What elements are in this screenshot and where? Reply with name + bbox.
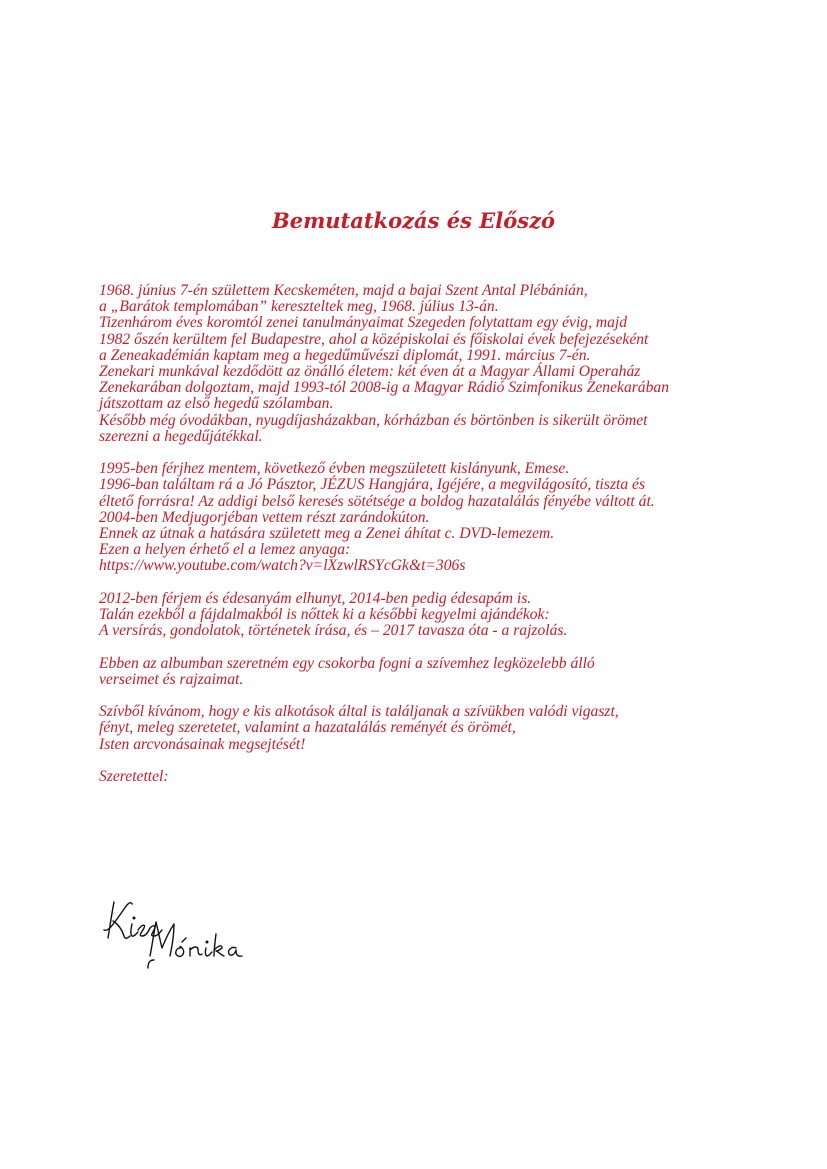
- text-line: Tizenhárom éves koromtól zenei tanulmányaimat Szegeden folytattam egy évig, majd: [99, 314, 628, 332]
- document-body: [99, 283, 779, 801]
- text-line: Isten arcvonásainak megsejtését!: [99, 735, 306, 753]
- text-line: Később még óvodákban, nyugdíjasházakban, kórházban és börtönben is sikerült örömet: [99, 411, 648, 429]
- paragraph: [99, 656, 779, 688]
- text-line: éltető forrásra! Az addigi belső keresés sötétsége a boldog hazatalálás fényébe váltott át.: [99, 492, 655, 510]
- text-line: a Zeneakadémián kaptam meg a hegedűművészi diplomát, 1991. március 7-én.: [99, 346, 591, 364]
- text-line: A versírás, gondolatok, történetek írása, és – 2017 tavasza óta - a rajzolás.: [99, 622, 568, 640]
- text-line: 2004-ben Medjugorjéban vettem részt zarándokúton.: [99, 508, 430, 526]
- text-line: verseimet és rajzaimat.: [99, 670, 244, 688]
- text-line: fényt, meleg szeretetet, valamint a hazatalálás reményét és örömét,: [99, 719, 516, 737]
- text-line: Ebben az albumban szeretném egy csokorba fogni a szívemhez legközelebb álló: [99, 654, 595, 672]
- text-line: játszottam az első hegedű szólamban.: [99, 395, 334, 413]
- text-line: 1996-ban találtam rá a Jó Pásztor, JÉZUS Hangjára, Igéjére, a megvilágosító, tiszta és: [99, 476, 646, 494]
- text-line: Ennek az útnak a hatására született meg a Zenei áhítat c. DVD-lemezem.: [99, 525, 555, 543]
- text-line: szerezni a hegedűjátékkal.: [99, 427, 263, 445]
- paragraph: [99, 283, 779, 445]
- text-line: Ezen a helyen érhető el a lemez anyaga:: [99, 541, 351, 559]
- paragraph: [99, 591, 779, 640]
- text-line: a „Barátok templomában” kereszteltek meg, 1968. július 13-án.: [99, 298, 499, 316]
- text-line: Zenekari munkával kezdődött az önálló életem: két éven át a Magyar Állami Operaház: [99, 363, 641, 381]
- paragraph: [99, 769, 779, 785]
- text-line: Talán ezekből a fájdalmakból is nőttek ki a későbbi kegyelmi ajándékok:: [99, 606, 550, 624]
- text-line: 1968. június 7-én születtem Kecskeméten, majd a bajai Szent Antal Plébánián,: [99, 282, 588, 299]
- handwritten-signature: [100, 890, 280, 980]
- text-line: 1995-ben férjhez mentem, következő évben megszületett kislányunk, Emese.: [99, 460, 570, 478]
- paragraph: [99, 461, 779, 574]
- text-line: 1982 őszén kerültem fel Budapestre, ahol a középiskolai és főiskolai évek befejezéseként: [99, 330, 649, 348]
- text-line: Szívből kívánom, hogy e kis alkotások által is találjanak a szívükben valódi vigaszt,: [99, 703, 619, 721]
- page-title: Bemutatkozás és Előszó: [271, 208, 556, 233]
- youtube-link-text: https://www.youtube.com/watch?v=lXzwlRSYcGk&t=306s: [99, 557, 466, 575]
- text-line: Zenekarában dolgoztam, majd 1993-tól 2008-ig a Magyar Rádió Szimfonikus Zenekarában: [99, 379, 669, 397]
- paragraph: [99, 704, 779, 753]
- text-line: Szeretettel:: [99, 768, 169, 786]
- text-line: 2012-ben férjem és édesanyám elhunyt, 2014-ben pedig édesapám is.: [99, 589, 532, 607]
